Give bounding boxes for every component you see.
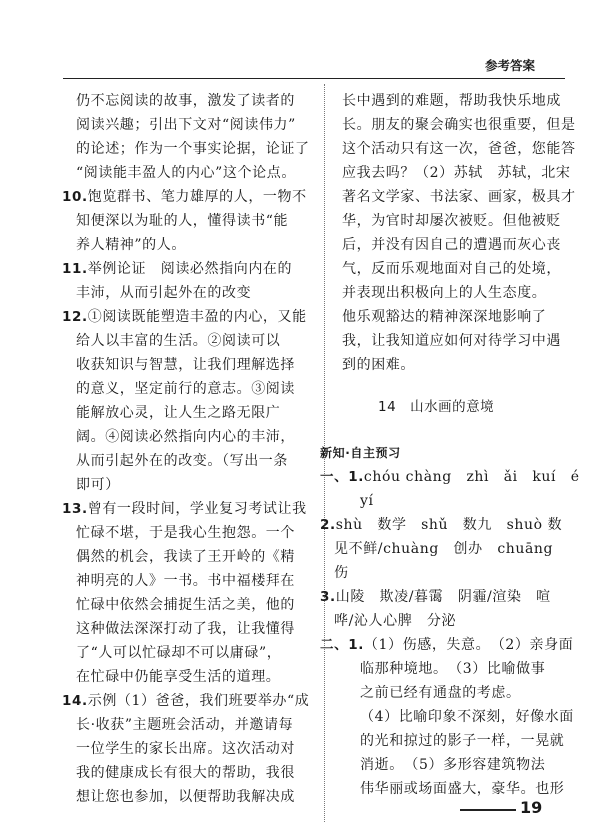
page-number-rule — [460, 809, 516, 811]
section-title: 14 山水画的意境 — [378, 399, 495, 415]
text-line: 的意义，坚定前行的意志。③阅读 — [76, 381, 295, 397]
text-line: 长。朋友的聚会确实也很重要，但是 — [342, 117, 576, 133]
text-line: 到的困难。 — [342, 357, 415, 373]
text-line: 神明亮的人》一书。书中福楼拜在 — [76, 573, 295, 589]
question-line: 二、1.（1）伤感，失意。 （2）亲身面 — [320, 637, 574, 653]
text-line: 仍不忘阅读的故事，激发了读者的 — [76, 93, 295, 109]
text-line: 后，并没有因自己的遭遇而灰心丧 — [342, 237, 561, 253]
question-number: 2. — [320, 517, 336, 533]
text-line: 应我去吗？（2）苏轼 苏轼，北宋 — [342, 165, 571, 181]
text-line: yí — [360, 493, 374, 509]
question-number: 14. — [62, 693, 88, 709]
text-line: 养人精神”的人。 — [76, 237, 186, 253]
question-line: 10.饱览群书、笔力雄厚的人，一物不 — [62, 189, 307, 205]
text-line: 之前已经有通盘的考虑。 — [360, 685, 521, 701]
text-line: 著名文学家、书法家、画家，极具才 — [342, 189, 576, 205]
page-number: 19 — [520, 798, 543, 817]
text-line: 伤 — [334, 565, 349, 581]
text-line: 一位学生的家长出席。这次活动对 — [76, 741, 295, 757]
text-line: 的论述；作为一个事实论据，论证了 — [76, 141, 310, 157]
text-line: 阅读兴趣；引出下文对“阅读伟力” — [76, 117, 296, 133]
question-line: 11.举例论证 阅读必然指向内在的 — [62, 261, 293, 277]
text-line: 我的健康成长有很大的帮助，我很 — [76, 765, 295, 781]
question-number: 一、1. — [320, 469, 364, 485]
question-line: 一、1.chóu chàng zhì ǎi kuí é — [320, 469, 580, 485]
question-number: 10. — [62, 189, 88, 205]
question-number: 12. — [62, 309, 88, 325]
text-line: 他乐观豁达的精神深深地影响了 — [342, 309, 547, 325]
question-number: 11. — [62, 261, 88, 277]
text-line: 能解放心灵，让人生之路无限广 — [76, 405, 281, 421]
text-line: 的光和掠过的影子一样，一晃就 — [360, 733, 565, 749]
page-header — [63, 56, 565, 79]
question-number: 3. — [320, 589, 336, 605]
text-line: 哗/沁人心脾 分泌 — [334, 613, 457, 629]
header-title: 参考答案 — [484, 58, 535, 73]
text-line: 气，反而乐观地面对自己的处境， — [342, 261, 561, 277]
text-line: 这种做法深深打动了我，让我懂得 — [76, 621, 295, 637]
text-line: 忙碌中依然会捕捉生活之美，他的 — [76, 597, 295, 613]
text-line: 见不鲜/chuàng 创办 chuāng — [334, 541, 554, 557]
text-line: 了“人可以忙碌却不可以庸碌”， — [76, 645, 282, 661]
text-line: 这个活动只有这一次，爸爸，您能答 — [342, 141, 576, 157]
text-line: 知便深以为耻的人，懂得读书“能 — [76, 213, 289, 229]
question-line: 14.示例（1）爸爸，我们班要举办“成 — [62, 693, 310, 709]
text-line: 从而引起外在的改变。（写出一条 — [76, 453, 288, 469]
text-line: 阔。④阅读必然指向内心的丰沛， — [76, 429, 295, 445]
text-line: 给人以丰富的生活。②阅读可以 — [76, 333, 281, 349]
text-line: 长·收获”主题班会活动，并邀请每 — [76, 717, 294, 733]
text-line: 我，让我知道应如何对待学习中遇 — [342, 333, 561, 349]
text-line: 长中遇到的难题，帮助我快乐地成 — [342, 93, 561, 109]
text-line: 即可） — [76, 477, 120, 493]
question-line: 3.山陵 欺凌/暮霭 阴霾/渲染 喧 — [320, 589, 551, 605]
text-line: 华，为官时却屡次被贬。但他被贬 — [342, 213, 561, 229]
text-line: 临那种境地。 （3）比喻做事 — [360, 661, 546, 677]
question-line: 12.①阅读既能塑造丰盈的内心，又能 — [62, 309, 307, 325]
text-line: 想让您也参加，以便帮助我解决成 — [76, 789, 295, 805]
text-line: 收获知识与智慧，让我们理解选择 — [76, 357, 295, 373]
question-number: 13. — [62, 501, 88, 517]
text-line: “阅读能丰盈人的内心”这个论点。 — [76, 165, 296, 181]
text-line: 在忙碌中仍能享受生活的道理。 — [76, 669, 281, 685]
question-number: 二、1. — [320, 637, 364, 653]
question-line: 2.shù 数学 shǔ 数九 shuò 数 — [320, 517, 563, 533]
subsection-heading: 新知·自主预习 — [320, 446, 401, 460]
question-line: 13.曾有一段时间，学业复习考试让我 — [62, 501, 307, 517]
text-line: 伟华丽或场面盛大，豪华。也形 — [360, 781, 565, 797]
text-line: 忙碌不堪，于是我心生抱怨。一个 — [76, 525, 295, 541]
text-line: （4）比喻印象不深刻，好像水面 — [360, 709, 574, 725]
text-line: 偶然的机会，我读了王开岭的《精 — [76, 549, 295, 565]
text-line: 消逝。 （5）多形容建筑物法 — [360, 757, 546, 773]
text-line: 并表现出积极向上的人生态度。 — [342, 285, 547, 301]
text-line: 丰沛，从而引起外在的改变 — [76, 285, 252, 301]
